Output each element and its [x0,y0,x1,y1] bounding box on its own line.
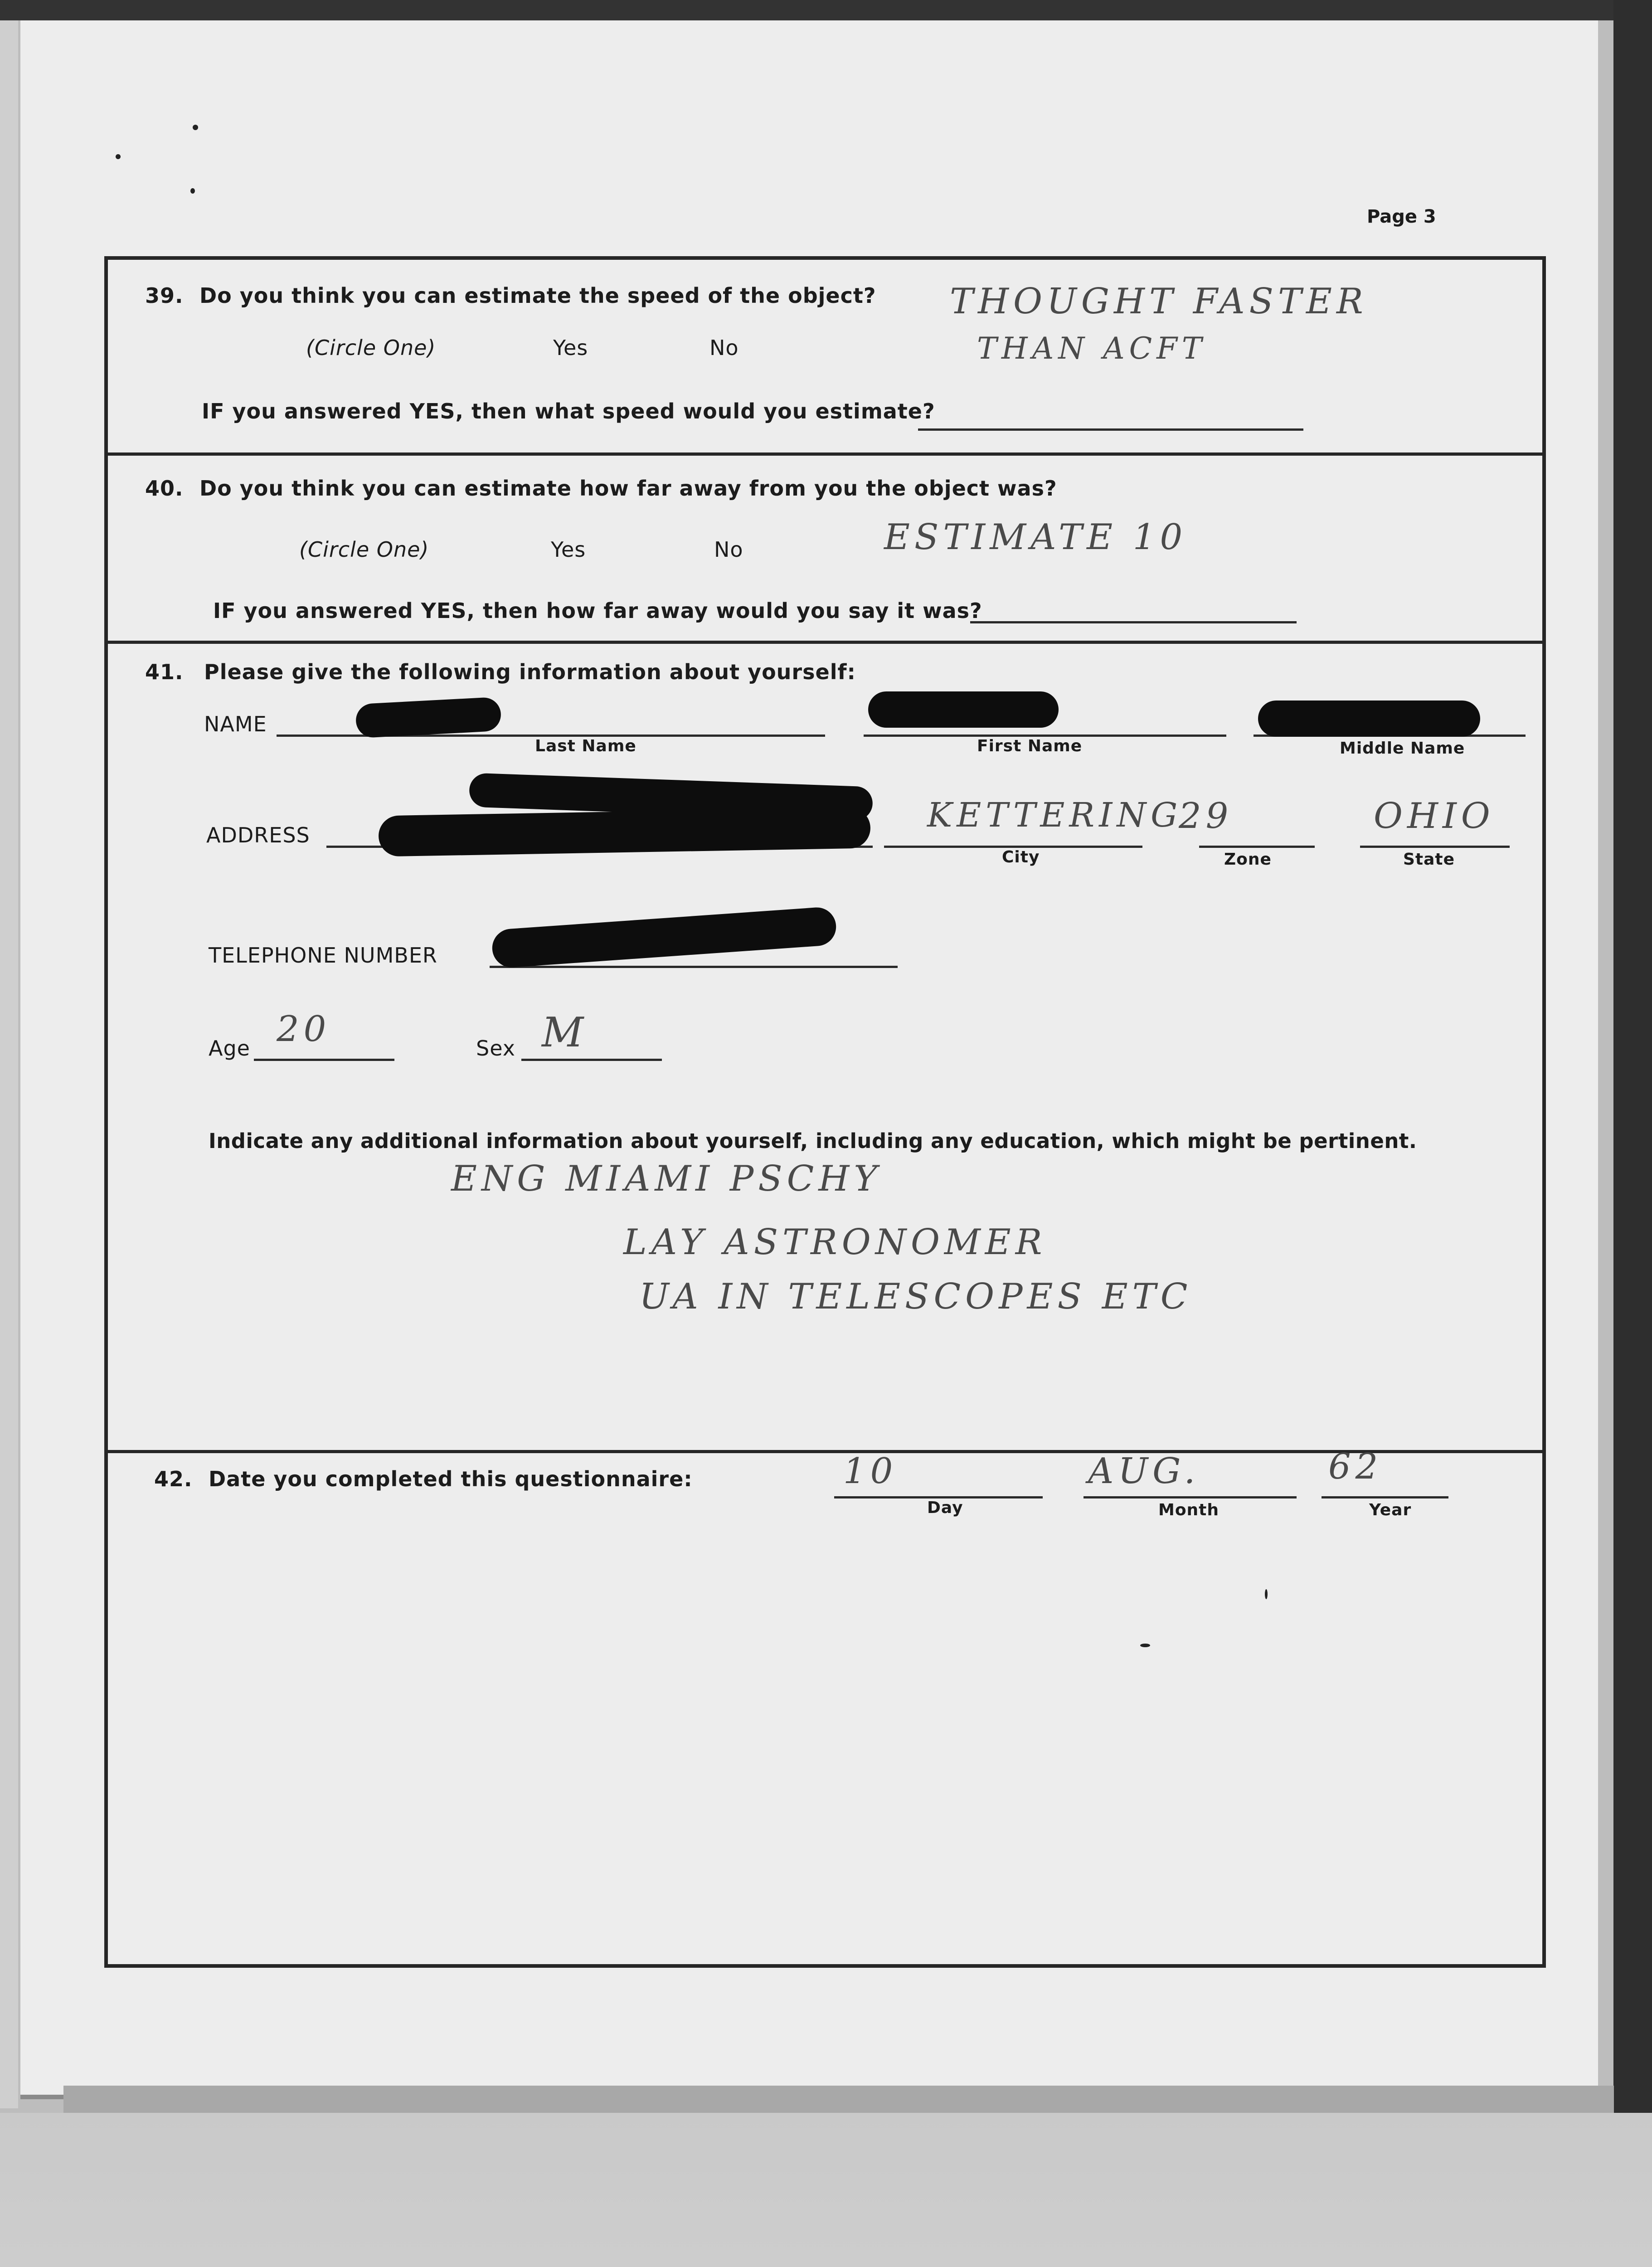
q39-speed-field[interactable] [918,428,1303,431]
additional-info-line2: LAY ASTRONOMER [623,1222,1047,1263]
redaction-first-name [868,691,1059,728]
questionnaire-form [104,256,1546,1968]
q40-no-option[interactable]: No [714,537,743,562]
redaction-middle-name [1258,701,1480,737]
q40-circle-one: (Circle One) [299,537,429,562]
zone-field[interactable] [1199,846,1315,848]
q39-handwritten-answer-line1: THOUGHT FASTER [950,281,1368,322]
city-caption: City [1002,848,1040,866]
city-handwritten: KETTERING [927,796,1182,835]
section-divider [108,452,1542,456]
q41-number: 41. [145,660,184,684]
q39-number: 39. [145,283,184,308]
page-number: Page 3 [1367,206,1436,227]
year-caption: Year [1369,1501,1412,1519]
q40-followup: IF you answered YES, then how far away would you say it was? [213,598,982,623]
state-handwritten: OHIO [1374,796,1495,837]
q40-distance-field[interactable] [970,621,1297,623]
sex-handwritten: M [542,1009,588,1056]
last-name-caption: Last Name [535,737,637,755]
q39-question: Do you think you can estimate the speed of the object? [199,283,876,308]
first-name-caption: First Name [977,737,1083,755]
year-handwritten: 62 [1328,1446,1383,1487]
q41-question: Please give the following information about yourself: [204,660,856,684]
age-handwritten: 20 [277,1009,331,1050]
age-field[interactable] [254,1059,394,1061]
telephone-label: TELEPHONE NUMBER [209,943,437,968]
age-label: Age [209,1036,250,1061]
zone-handwritten: 29 [1179,796,1233,837]
month-field[interactable] [1084,1496,1297,1498]
section-divider [108,1450,1542,1453]
q40-question: Do you think you can estimate how far away from you the object was? [199,476,1057,501]
page-shadow [63,2086,1614,2113]
name-label: NAME [204,712,267,736]
dust-speck [190,188,195,194]
section-divider [108,641,1542,644]
year-field[interactable] [1322,1496,1448,1498]
sex-field[interactable] [521,1059,662,1061]
month-handwritten: AUG. [1088,1451,1200,1492]
month-caption: Month [1158,1501,1220,1519]
q40-handwritten-answer: ESTIMATE 10 [884,517,1187,558]
redaction-address [378,808,870,857]
q42-number: 42. [154,1467,193,1491]
zone-caption: Zone [1224,850,1272,869]
q39-followup: IF you answered YES, then what speed would you estimate? [202,399,935,423]
telephone-field[interactable] [490,966,898,968]
state-caption: State [1403,850,1455,869]
day-handwritten: 10 [843,1451,898,1492]
additional-info-prompt: Indicate any additional information about yourself, including any education, which might be pertinent. [209,1129,1417,1153]
film-background [0,2113,1652,2267]
q39-circle-one: (Circle One) [306,336,436,360]
dust-speck [193,125,198,130]
q42-question: Date you completed this questionnaire: [209,1467,693,1491]
q39-handwritten-answer-line2: THAN ACFT [977,331,1206,366]
middle-name-caption: Middle Name [1340,739,1465,758]
dust-speck [116,154,121,159]
scan-right-edge [1613,0,1652,2131]
additional-info-line3: UA IN TELESCOPES ETC [639,1276,1192,1317]
scan-left-edge [0,0,18,2108]
q39-yes-option[interactable]: Yes [553,336,588,360]
day-caption: Day [927,1498,963,1517]
sex-label: Sex [476,1036,515,1061]
q40-number: 40. [145,476,184,501]
q39-no-option[interactable]: No [709,336,739,360]
additional-info-line1: ENG MIAMI PSCHY [451,1158,882,1199]
address-label: ADDRESS [206,823,310,847]
scan-top-edge [0,0,1652,20]
state-field[interactable] [1360,846,1510,848]
q40-yes-option[interactable]: Yes [551,537,586,562]
